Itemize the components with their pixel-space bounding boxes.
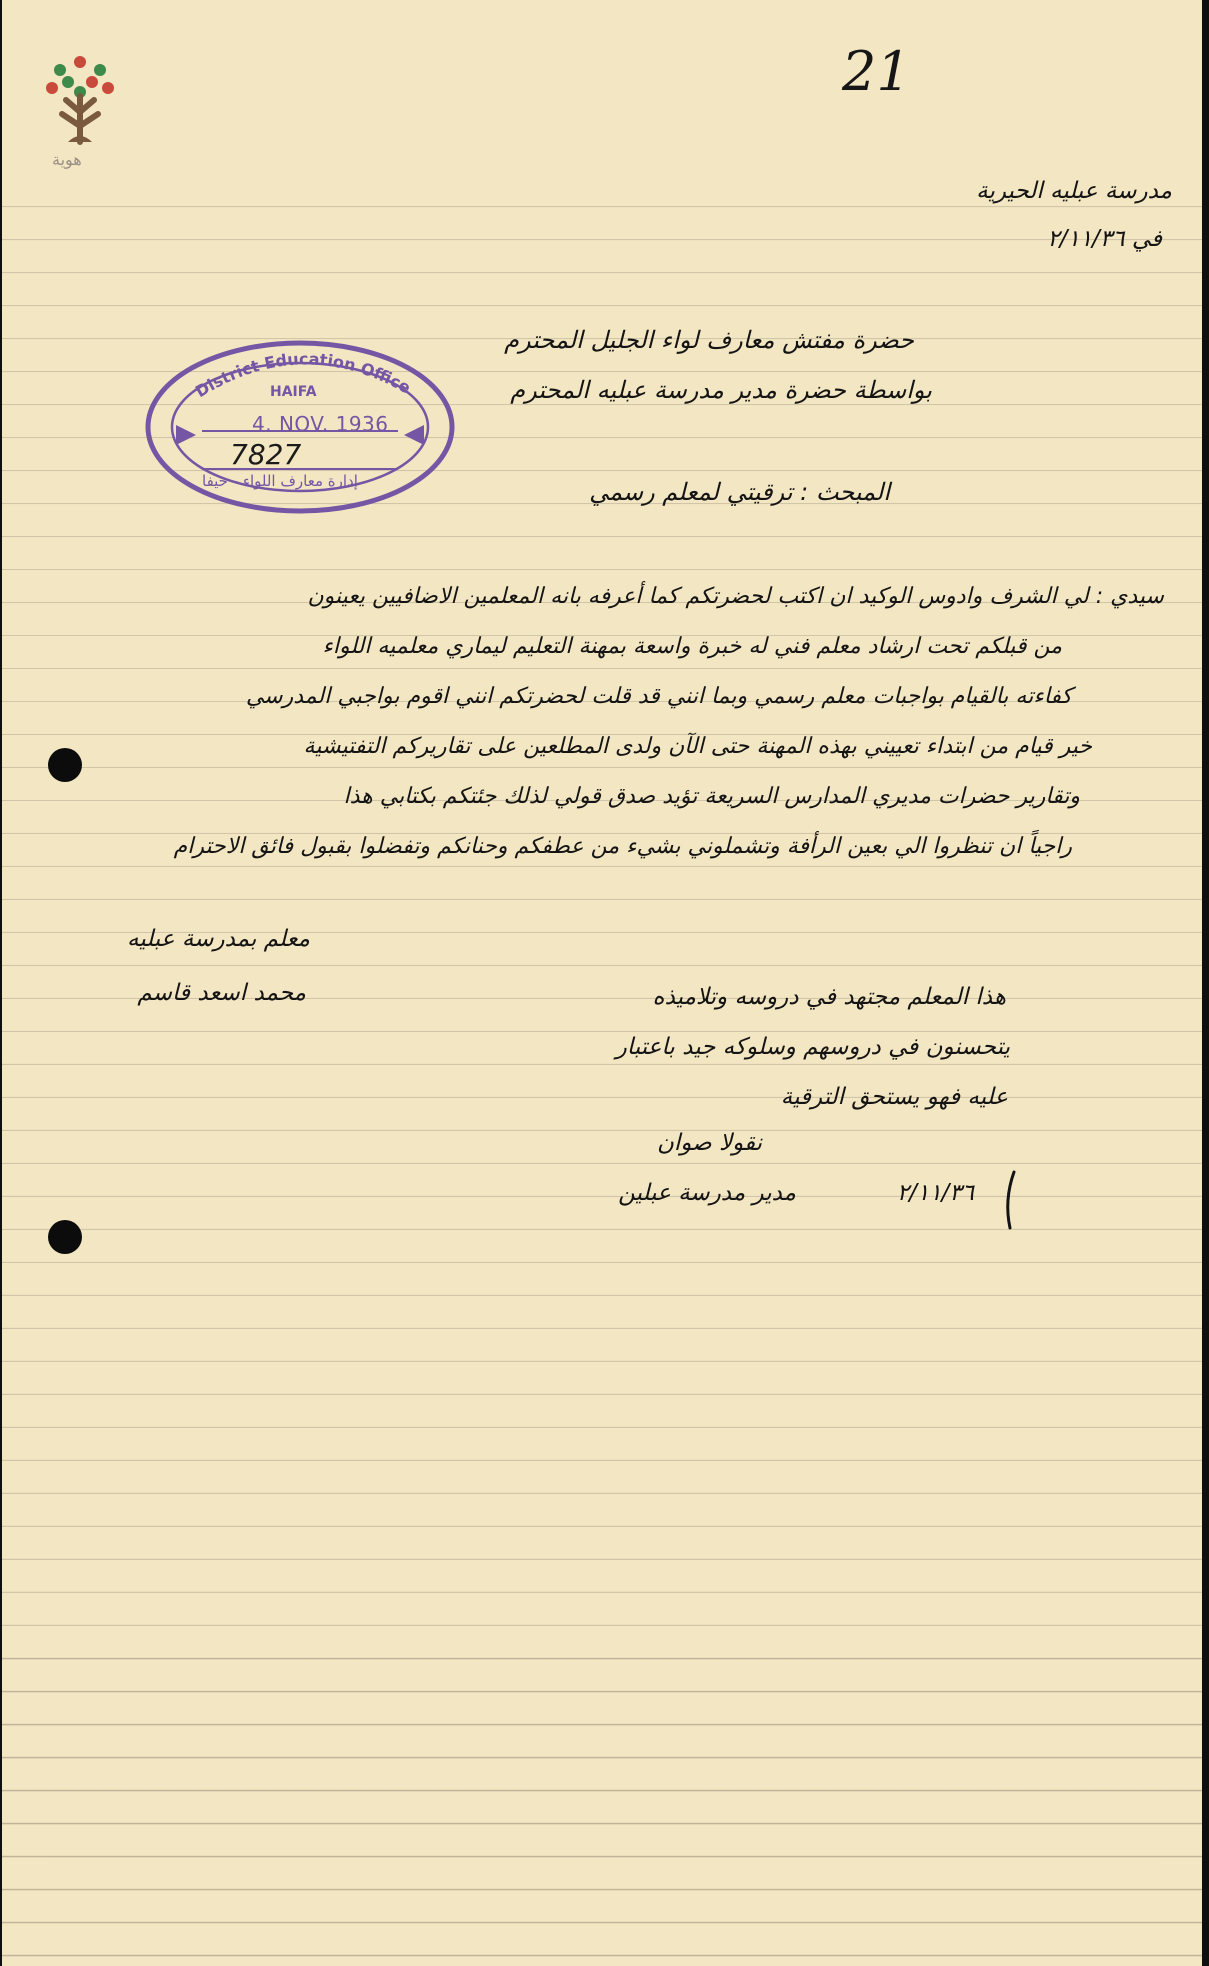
header-date: في ٢/١١/٣٦ bbox=[1047, 226, 1162, 252]
header-school: مدرسة عبليه الحيرية bbox=[976, 178, 1172, 204]
body-line-6: راجياً ان تنظروا الي بعين الرأفة وتشملوني بشيء من عطفكم وحنانكم وتفضلوا بقبول فائق الاحترام bbox=[173, 834, 1072, 859]
subject-line: المبحث : ترقيتي لمعلم رسمي bbox=[589, 478, 890, 506]
addressee-line-1: حضرة مفتش معارف لواء الجليل المحترم bbox=[504, 326, 914, 354]
body-line-4: خير قيام من ابتداء تعييني بهذه المهنة حتى الآن ولدى المطلعين على تقاريركم التفتيشية bbox=[303, 734, 1092, 759]
stamp-date: 4. NOV. 1936 bbox=[252, 412, 389, 436]
letter-page bbox=[2, 0, 1202, 1966]
endorsement-school: مدير مدرسة عبلين bbox=[618, 1180, 796, 1206]
stamp-office-text: District Education Office bbox=[192, 349, 414, 402]
signature-name: محمد اسعد قاسم bbox=[137, 980, 306, 1006]
stamp-number: 7827 bbox=[230, 438, 302, 471]
punch-hole bbox=[48, 748, 82, 782]
endorsement-line-2: يتحسنون في دروسهم وسلوكه جيد باعتبار bbox=[615, 1034, 1010, 1060]
endorsement-line-3: عليه فهو يستحق الترقية bbox=[780, 1084, 1008, 1110]
handwritten-tick-mark bbox=[1000, 1170, 1020, 1232]
body-line-1: سيدي : لي الشرف وادوس الوكيد ان اكتب لحضرتكم كما أعرفه بانه المعلمين الاضافيين يعينون bbox=[307, 584, 1164, 609]
endorsement-line-1: هذا المعلم مجتهد في دروسه وتلاميذه bbox=[652, 984, 1006, 1010]
punch-hole bbox=[48, 1220, 82, 1254]
body-line-3: كفاءته بالقيام بواجبات معلم رسمي وبما انني قد قلت لحضرتكم انني اقوم بواجبي المدرسي bbox=[245, 684, 1072, 709]
stamp-city: HAIFA bbox=[270, 384, 317, 400]
body-line-5: وتقارير حضرات مديري المدارس السريعة تؤيد صدق قولي لذلك جئتكم بكتابي هذا bbox=[343, 784, 1080, 809]
addressee-line-2: بواسطة حضرة مدير مدرسة عبليه المحترم bbox=[510, 376, 932, 404]
body-line-2: من قبلكم تحت ارشاد معلم فني له خبرة واسعة بمهنة التعليم ليماري معلميه اللواء bbox=[322, 634, 1062, 659]
logo-caption: هوية bbox=[52, 150, 82, 169]
stamp-arabic-text: إدارة معارف اللواء - حيفا bbox=[202, 472, 358, 490]
endorsement-signatory: نقولا صوان bbox=[656, 1130, 762, 1156]
page-top-margin bbox=[2, 0, 1202, 180]
endorsement-date: ٢/١١/٣٦ bbox=[896, 1180, 974, 1206]
page-number: 21 bbox=[842, 40, 911, 103]
tree-logo-icon bbox=[40, 52, 120, 192]
signature-role: معلم بمدرسة عبليه bbox=[127, 926, 310, 952]
